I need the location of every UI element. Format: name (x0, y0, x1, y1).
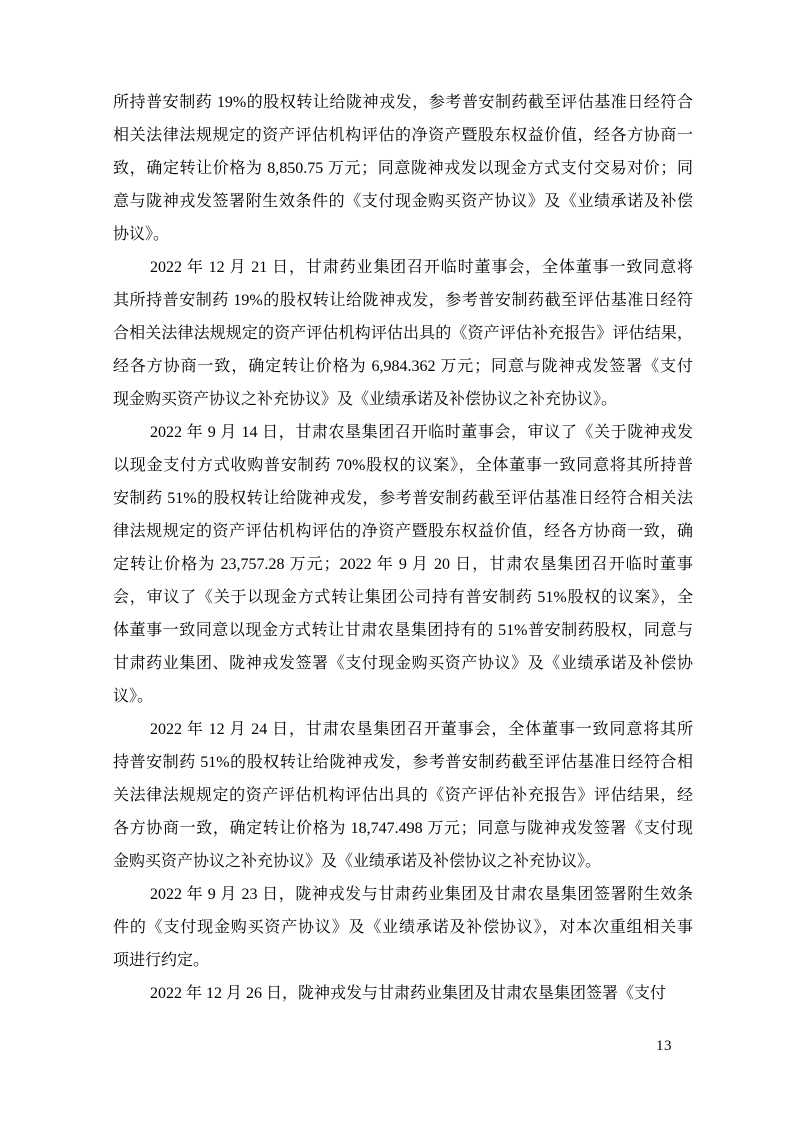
paragraph (113, 977, 693, 1010)
text-line: 项进行约定。 (113, 952, 210, 969)
text-line: 意与陇神戎发签署附生效条件的《支付现金购买资产协议》及《业绩承诺及补偿 (113, 193, 693, 210)
text-line: 金购买资产协议之补充协议》及《业绩承诺及补偿协议之补充协议》。 (113, 853, 602, 870)
text-line: 相关法律法规规定的资产评估机构评估的净资产暨股东权益价值，经各方协商一 (113, 127, 693, 144)
text-line: 2022 年 9 月 23 日，陇神戎发与甘肃药业集团及甘肃农垦集团签署附生效条 (150, 886, 693, 903)
text-line: 体董事一致同意以现金方式转让甘肃农垦集团持有的 51%普安制药股权，同意与 (113, 622, 693, 639)
text-line: 2022 年 12 月 26 日，陇神戎发与甘肃药业集团及甘肃农垦集团签署《支付 (150, 985, 667, 1002)
paragraph (113, 878, 693, 977)
page-number: 13 (656, 1038, 672, 1054)
document-body (113, 86, 693, 1010)
text-line: 现金购买资产协议之补充协议》及《业绩承诺及补偿协议之补充协议》。 (113, 391, 618, 408)
paragraph (113, 251, 693, 416)
text-line: 律法规规定的资产评估机构评估的净资产暨股东权益价值，经各方协商一致，确 (113, 523, 693, 540)
paragraph (113, 713, 693, 878)
paragraph (113, 86, 693, 251)
text-line: 持普安制药 51%的股权转让给陇神戎发，参考普安制药截至评估基准日经符合相 (113, 754, 693, 771)
text-line: 甘肃药业集团、陇神戎发签署《支付现金购买资产协议》及《业绩承诺及补偿协 (113, 655, 693, 672)
text-line: 所持普安制药 19%的股权转让给陇神戎发，参考普安制药截至评估基准日经符合 (113, 94, 693, 111)
text-line: 2022 年 12 月 24 日，甘肃农垦集团召开董事会，全体董事一致同意将其所 (150, 721, 693, 738)
text-line: 2022 年 12 月 21 日，甘肃药业集团召开临时董事会，全体董事一致同意将 (150, 259, 693, 276)
text-line: 关法律法规规定的资产评估机构评估出具的《资产评估补充报告》评估结果，经 (113, 787, 693, 804)
text-line: 议》。 (113, 688, 154, 705)
text-line: 会，审议了《关于以现金方式转让集团公司持有普安制药 51%股权的议案》，全 (113, 589, 693, 606)
text-line: 合相关法律法规规定的资产评估机构评估出具的《资产评估补充报告》评估结果， (113, 325, 693, 342)
text-line: 经各方协商一致，确定转让价格为 6,984.362 万元；同意与陇神戎发签署《支付 (113, 358, 693, 375)
text-line: 致，确定转让价格为 8,850.75 万元；同意陇神戎发以现金方式支付交易对价；同 (113, 160, 693, 177)
text-line: 2022 年 9 月 14 日，甘肃农垦集团召开临时董事会，审议了《关于陇神戎发 (150, 424, 693, 441)
text-line: 定转让价格为 23,757.28 万元；2022 年 9 月 20 日，甘肃农垦集团召开临时董事 (113, 556, 693, 573)
text-line: 安制药 51%的股权转让给陇神戎发，参考普安制药截至评估基准日经符合相关法 (113, 490, 693, 507)
text-line: 各方协商一致，确定转让价格为 18,747.498 万元；同意与陇神戎发签署《支付现 (113, 820, 693, 837)
text-line: 协议》。 (113, 226, 170, 243)
text-line: 以现金支付方式收购普安制药 70%股权的议案》，全体董事一致同意将其所持普 (113, 457, 693, 474)
paragraph (113, 416, 693, 713)
text-line: 其所持普安制药 19%的股权转让给陇神戎发，参考普安制药截至评估基准日经符 (113, 292, 693, 309)
text-line: 件的《支付现金购买资产协议》及《业绩承诺及补偿协议》，对本次重组相关事 (113, 919, 693, 936)
